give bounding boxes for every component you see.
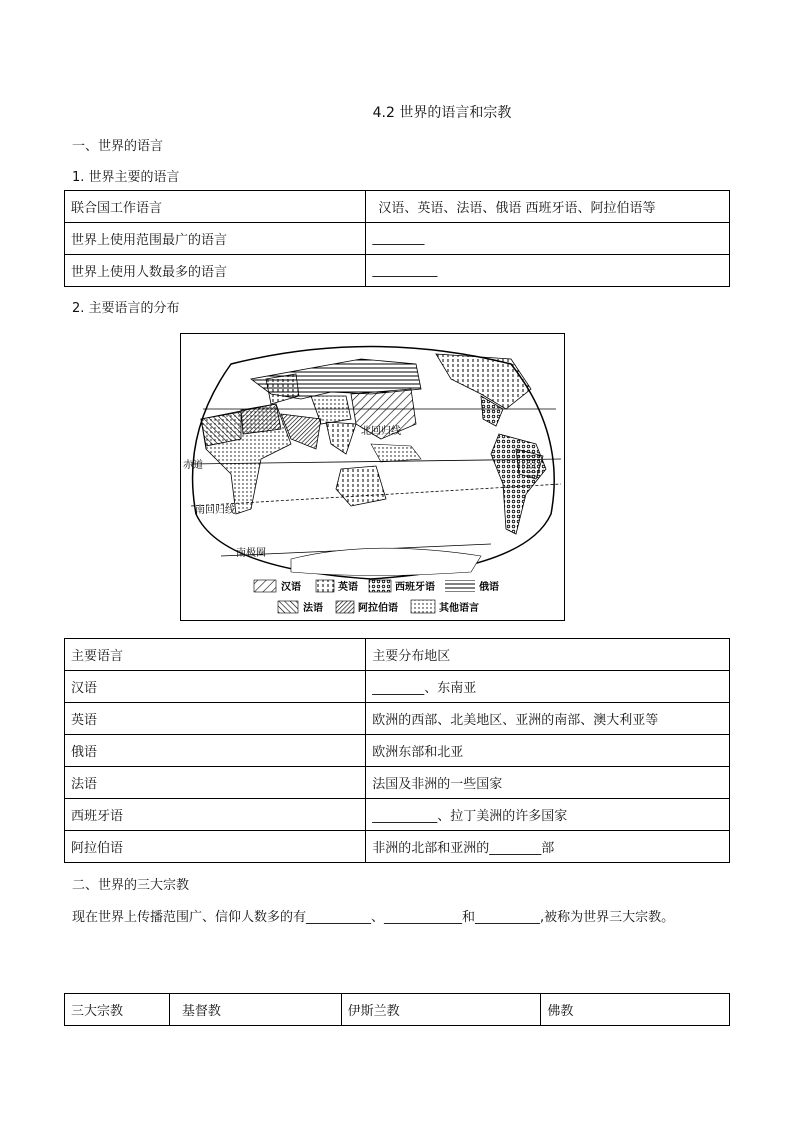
legend-label-french: 法语 bbox=[303, 603, 323, 614]
table-cell-region[interactable]: ________、东南亚 bbox=[366, 671, 730, 703]
table-cell-language: 西班牙语 bbox=[65, 799, 366, 831]
table-row bbox=[65, 767, 730, 799]
table-cell-region: 法国及非洲的一些国家 bbox=[366, 767, 730, 799]
language-distribution-table bbox=[64, 638, 730, 863]
table-row bbox=[65, 799, 730, 831]
table-cell-region: 欧洲的西部、北美地区、亚洲的南部、澳大利亚等 bbox=[366, 703, 730, 735]
section-heading-languages: 一、世界的语言 bbox=[72, 139, 164, 154]
table-cell-language: 法语 bbox=[65, 767, 366, 799]
table-header-cell: 主要语言 bbox=[65, 639, 366, 671]
table-cell-region[interactable]: 非洲的北部和亚洲的________部 bbox=[366, 831, 730, 863]
table-cell-value: 汉语、英语、法语、俄语 西班牙语、阿拉伯语等 bbox=[366, 191, 730, 223]
religions-table bbox=[64, 993, 730, 1026]
table-row bbox=[65, 191, 730, 223]
legend-label-english: 英语 bbox=[338, 582, 358, 593]
table-cell-language: 英语 bbox=[65, 703, 366, 735]
legend-swatch-spanish bbox=[369, 580, 391, 592]
table-row bbox=[65, 831, 730, 863]
religion-fill-sentence[interactable]: 现在世界上传播范围广、信仰人数多的有__________、____________和__________,被称为世界三大宗教。 bbox=[72, 910, 675, 925]
answer-blank[interactable]: ________ bbox=[366, 223, 730, 255]
table-row bbox=[65, 994, 730, 1026]
world-map-figure bbox=[181, 334, 564, 620]
table-row bbox=[65, 703, 730, 735]
table-header-cell: 主要分布地区 bbox=[366, 639, 730, 671]
legend-swatch-chinese bbox=[254, 580, 276, 592]
legend-swatch-english bbox=[316, 580, 334, 592]
legend-label-spanish: 西班牙语 bbox=[395, 582, 435, 593]
legend-label-russian: 俄语 bbox=[479, 582, 499, 593]
section-heading-religions: 二、世界的三大宗教 bbox=[72, 878, 190, 893]
answer-blank[interactable]: __________ bbox=[366, 255, 730, 287]
legend-swatch-russian bbox=[445, 580, 475, 592]
page-title: 4.2 世界的语言和宗教 bbox=[372, 105, 512, 121]
legend-swatch-arabic bbox=[336, 601, 354, 613]
main-languages-table bbox=[64, 190, 730, 287]
table-row bbox=[65, 255, 730, 287]
table-cell-buddhism: 佛教 bbox=[541, 994, 730, 1026]
legend-label-arabic: 阿拉伯语 bbox=[358, 603, 398, 614]
language-distribution-map bbox=[180, 333, 565, 621]
table-cell-language: 阿拉伯语 bbox=[65, 831, 366, 863]
tropic-south-label: 南回归线 bbox=[195, 505, 235, 516]
table-cell-christianity: 基督教 bbox=[169, 994, 341, 1026]
table-cell-label: 世界上使用人数最多的语言 bbox=[65, 255, 366, 287]
legend-swatch-french bbox=[278, 601, 298, 613]
table-cell-language: 俄语 bbox=[65, 735, 366, 767]
table-cell-islam: 伊斯兰教 bbox=[341, 994, 541, 1026]
table-cell-region: 欧洲东部和北亚 bbox=[366, 735, 730, 767]
tropic-north-label: 北回归线 bbox=[361, 426, 401, 437]
legend-label-chinese: 汉语 bbox=[281, 582, 301, 593]
legend-swatch-other bbox=[411, 600, 435, 613]
antarctic-circle-label: 南极圈 bbox=[236, 548, 266, 559]
table-row bbox=[65, 735, 730, 767]
legend-label-other: 其他语言 bbox=[439, 603, 479, 614]
table-cell-region[interactable]: __________、拉丁美洲的许多国家 bbox=[366, 799, 730, 831]
table-cell-label: 世界上使用范围最广的语言 bbox=[65, 223, 366, 255]
subheading-language-distribution: 2. 主要语言的分布 bbox=[72, 301, 180, 316]
table-cell-language: 汉语 bbox=[65, 671, 366, 703]
table-row bbox=[65, 223, 730, 255]
subheading-main-languages: 1. 世界主要的语言 bbox=[72, 170, 180, 185]
table-cell-label: 三大宗教 bbox=[65, 994, 170, 1026]
table-header-row bbox=[65, 639, 730, 671]
table-row bbox=[65, 671, 730, 703]
equator-label: 赤道 bbox=[183, 460, 203, 471]
table-cell-label: 联合国工作语言 bbox=[65, 191, 366, 223]
